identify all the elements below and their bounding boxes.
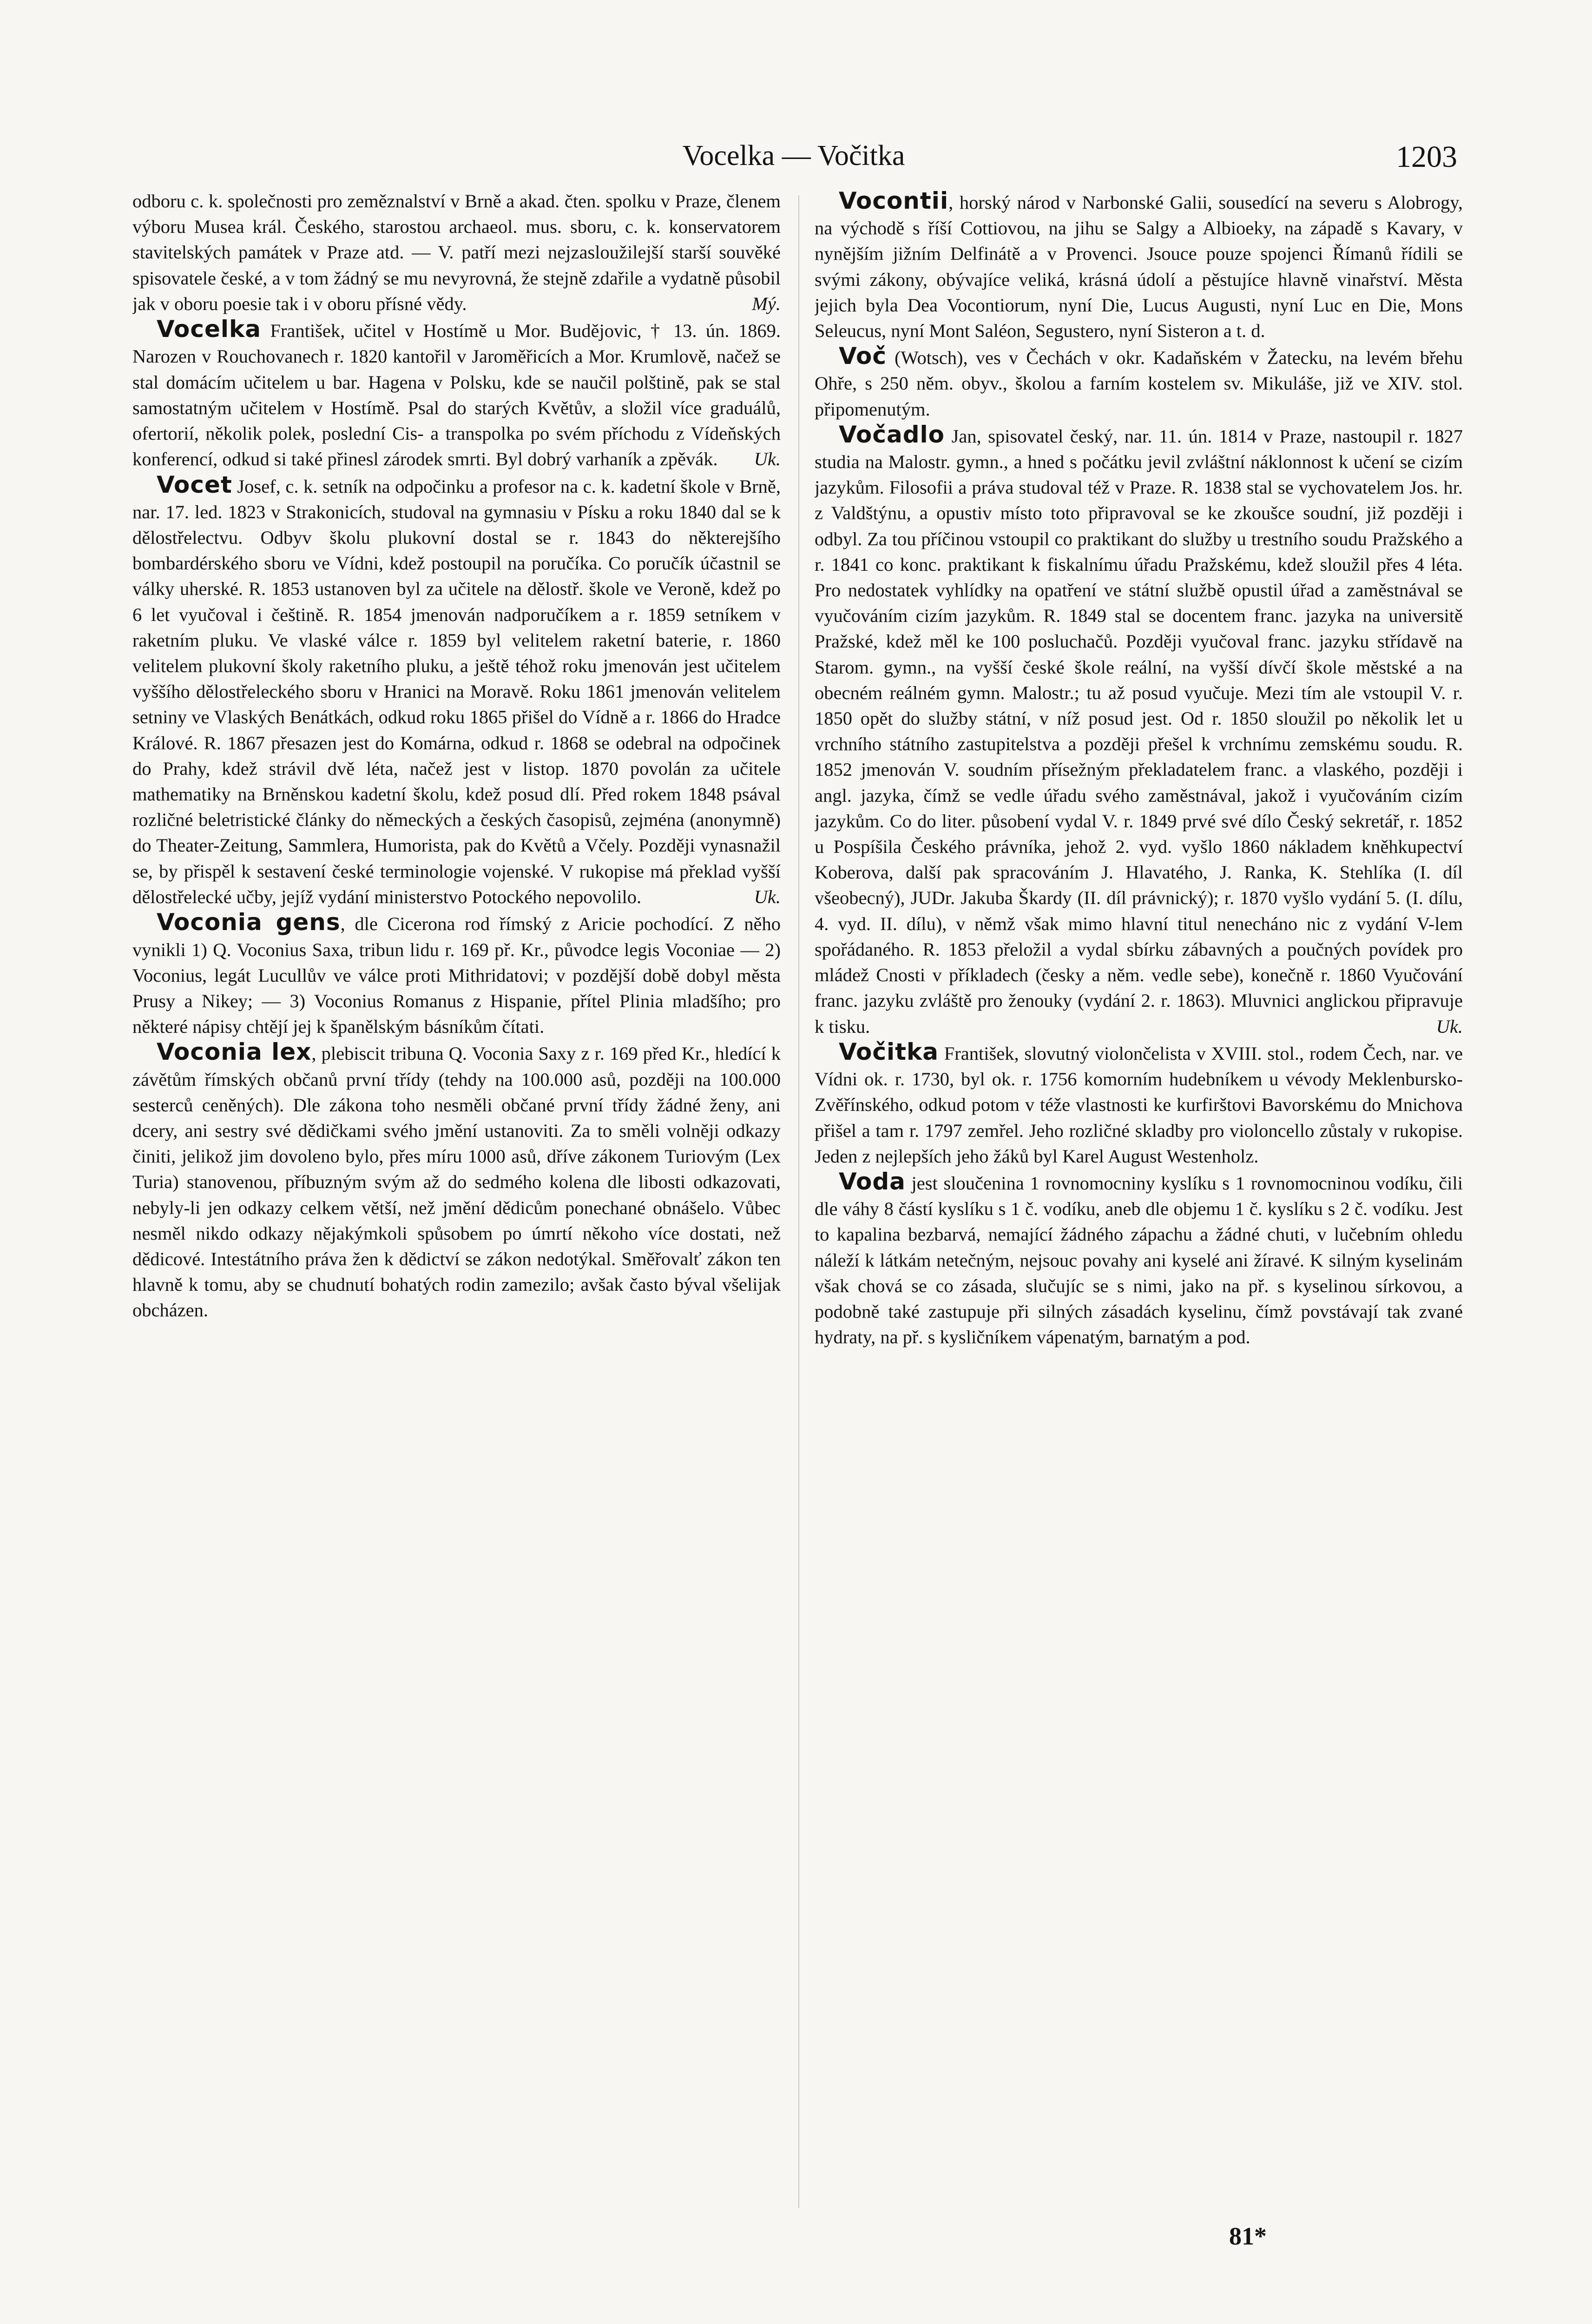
- entry-voconia-gens: [132, 910, 781, 1039]
- entry-voc: [815, 343, 1463, 422]
- entry-vocitka: [815, 1039, 1463, 1169]
- entry-text: jest sloučenina 1 rovnomocniny kyslíku s 1 rovnomocninou vodíku, čili dle váhy 8 částí kyslíku s 1 č. vodíku, aneb dle objemu 1 č. kyslíku s 2 č. vodíku. Jest to kapalina bezbarvá, nemající žádného zápachu a žádné chuti, v lučebním ohledu náleží k látkám netečným, nejsouc povahy ani kyselé ani žíravé. K silným kyselinám však chová se co zásada, slučujíc se s nimi, jako na př. s kyselinou sírkovou, a podobně také zastupuje při silných zásadách kyselinu, čímž povstávají tak zvané hydraty, na př. s kysličníkem vápenatým, barnatým a pod.: [815, 1172, 1463, 1348]
- author-signature: Uk.: [754, 886, 781, 908]
- right-column: [815, 188, 1463, 2243]
- column-divider: [798, 195, 799, 2208]
- author-signature: Mý.: [752, 293, 781, 315]
- running-title: Vocelka — Vočitka: [682, 140, 905, 172]
- headword: Voconia lex: [157, 1038, 312, 1066]
- printer-signature-mark: 81*: [1229, 2222, 1267, 2250]
- headword: Voda: [839, 1168, 906, 1195]
- entry-text: , dle Cicerona rod římský z Aricie pochodící. Z něho vynikli 1) Q. Voconius Saxa, tribun lidu r. 169 př. Kr., původce legis Voconiae — 2) Voconius, legát Lucullův ve válce proti Mithridatovi; v pozdější době dobyl města Prusy a Nikey; — 3) Voconius Romanus z Hispanie, přítel Plinia mladšího; pro některé nápisy chtějí jej k španělským básníkům čítati.: [132, 913, 781, 1037]
- entry-text: (Wotsch), ves v Čechách v okr. Kadaňském v Žatecku, na levém břehu Ohře, s 250 něm. obyv., školou a farním kostelem sv. Mikuláše, již ve XIV. stol. připomenutým.: [815, 347, 1463, 420]
- entry-vocontii: [815, 188, 1463, 343]
- headword: Voč: [839, 343, 887, 370]
- entry-vocet: [132, 472, 781, 910]
- entry-text: Jan, spisovatel český, nar. 11. ún. 1814 v Praze, nastoupil r. 1827 studia na Malostr. gymn., a hned s počátku jevil zvláštní náklonnost k učení se cizím jazykům. Filosofii a práva studoval též v Praze. R. 1838 stal se vychovatelem Jos. hr. z Valdštýnu, a opustiv místo toto připravoval se ke zkoušce soudní, již později i odbyl. Za tou příčinou vstoupil co praktikant do služby u trestního soudu Pražského a r. 1841 co konc. praktikant k fiskalnímu úřadu Pražskému, kdež sloužil přes 4 léta. Pro nedostatek vyhlídky na opatření ve státní službě opustil úřad a zaměstnával se vyučováním cizím jazykům. R. 1849 stal se docentem franc. jazyka na universitě Pražské, kdež měl ke 100 posluchačů. Později vyučoval franc. jazyku střídavě na Starom. gymn., na vyšší české škole reální, na vyšší dívčí škole městské a na obecném reálném gymn. Malostr.; tu až posud vyučuje. Mezi tím ale vstoupil V. r. 1850 opět do služby státní, v níž posud jest. Od r. 1850 sloužil po několik let u vrchního státního zastupitelstva a později přešel k vrchnímu zemskému soudu. R. 1852 jmenován V. soudním přísežným překladatelem franc. a vlaského, později i angl. jazyka, čímž se vedle úřadu svého zaměstnával, jakož i vyučováním cizím jazykům. Co do liter. působení vydal V. r. 1849 prvé své dílo Český sekretář, r. 1852 u Pospíšila Českého právníka, jehož 2. vyd. vyšlo 1860 nákladem kněhkupectví Koberova, další pak spracováním J. Hlavatého, J. Ranka, K. Stehlíka (I. díl všeobecný), JUDr. Jakuba Škardy (II. díl právnický); r. 1870 vyšlo vydání 5. (I. dílu, 4. vyd. II. dílu), v němž však mimo hlavní titul nenecháno nic z vydání V-lem spořádaného. R. 1853 přeložil a vydal sbírku zábavných a poučných povídek pro mládež Cnosti v příkladech (česky a něm. vedle sebe), konečně r. 1860 Vyučování franc. jazyku zvláště pro ženouky (vydání 2. r. 1863). Mluvnici anglickou připravuje k tisku.: [815, 425, 1463, 1037]
- entry-text: František, učitel v Hostímě u Mor. Budějovic, † 13. ún. 1869. Narozen v Rouchovanech r. 1820 kantořil v Jaroměřicích a Mor. Krumlově, načež se stal domácím učitelem u bar. Hagena v Polsku, kde se naučil polštině, pak se stal samostatným učitelem v Hostímě. Psal do starých Květův, a složil více graduálů, ofertorií, několik polek, poslední Cis- a transpolka po svém příchodu z Vídeňských konferencí, odkud si také přinesl zárodek smrti. Byl dobrý varhaník a zpěvák.: [132, 320, 781, 470]
- entry-text: odboru c. k. společnosti pro zeměznalství v Brně a akad. čten. spolku v Praze, členem výboru Musea král. Českého, starostou archaeol. mus. sboru, c. k. konservatorem stavitelských památek v Praze atd. — V. patří mezi nejzasloužilejší starší souvěké spisovatele české, a v tom žádný se mu nevyrovná, že stejně zdařile a vydatně působil jak v oboru poesie tak i v oboru přísné vědy.: [132, 191, 781, 314]
- headword: Vocelka: [157, 316, 261, 343]
- entry-text: Josef, c. k. setník na odpočinku a profesor na c. k. kadetní škole v Brně, nar. 17. led. 1823 v Strakonicích, studoval na gymnasiu v Písku a roku 1840 dal se k dělostřelectvu. Odbyv školu plukovní dostal se r. 1843 do některejšího bombardérského sboru ve Vídni, kdež postoupil na poručíka. Co poručík účastnil se války uherské. R. 1853 ustanoven byl za učitele na dělostř. škole ve Veroně, kdež po 6 let vyučoval i češtině. R. 1854 jmenován nadporučíkem a r. 1859 setníkem v raketním pluku. Ve vlaské válce r. 1859 byl velitelem raketní baterie, r. 1860 velitelem plukovní školy raketního pluku, a ještě téhož roku jmenován jest učitelem vyššího dělostřeleckého sboru v Hranici na Moravě. Roku 1861 jmenován velitelem setniny ve Vlaských Benátkách, odkud roku 1865 přišel do Vídně a r. 1866 do Hradce Králové. R. 1867 přesazen jest do Komárna, odkud r. 1868 se odebral na odpočinek do Prahy, kdež strávil dvě léta, načež jest v listop. 1870 povolán za učitele mathematiky na Brněnskou kadetní školu, kdež posud dlí. Před rokem 1848 psával rozličné beletristické články do německých a českých časopisů, zejména (anonymně) do Theater-Zeitung, Sammlera, Humorista, pak do Květů a Včely. Později vynasnažil se, by přispěl k sestavení české terminologie vojenské. V rukopise má překlad vyšší dělostřelecké učby, jejíž vydání ministerstvo Potockého nepovolilo.: [132, 475, 781, 907]
- entry-text: , plebiscit tribuna Q. Voconia Saxy z r. 169 před Kr., hledící k závětům římských občanů první třídy (tehdy na 100.000 asů, později na 100.000 sesterců ceněných). Dle zákona toho nesměli občané první třídy žádné ženy, ani dcery, ani sestry své dědičkami svého jmění ustanoviti. Za to směli volněji odkazy činiti, jelikož jim dovoleno bylo, přes míru 1000 asů, dříve zákonem Turiovým (Lex Turia) stanovenou, příbuzným svým až do sedmého kolena dle libosti odkazovati, nebyly-li jen odkazy celkem větší, než jmění dědicům ponechané obnášelo. Vůbec nesměl nikdo odkazy nějakýmkoli spůsobem po úmrtí někoho více dostati, než dědicové. Intestátního práva žen k dědictví se zákon nedotýkal. Směřovalť zákon ten hlavně k tomu, aby se chudnutí bohatých rodin zamezilo; avšak často býval všelijak obcházen.: [132, 1043, 781, 1321]
- entry-text: František, slovutný violončelista v XVIII. stol., rodem Čech, nar. ve Vídni ok. r. 1730, byl ok. r. 1756 komorním hudebníkem u vévody Meklenbursko-Zvěřínského, odkud potom v téže vlastnosti ke kurfirštovi Bavorskému do Mnichova přišel a tam r. 1797 zemřel. Jeho rozličné skladby pro violoncello zůstaly v rukopise. Jeden z nejlepších jeho žáků byl Karel August Westenholz.: [815, 1043, 1463, 1167]
- entry-voda: [815, 1169, 1463, 1350]
- author-signature: Uk.: [754, 449, 781, 470]
- entry-text: , horský národ v Narbonské Galii, sousedící na severu s Alobrogy, na východě s říší Cottiovou, na jihu se Salgy a Albioeky, na západě s Kavary, v nynějším jižním Delfinátě a v Provenci. Jsouce pouze spojenci Římanů řídili se svými zákony, obývajíce veliká, krásná údolí a pěstujíce hlavně vinařství. Města jejich byla Dea Vocontiorum, nyní Die, Lucus Augusti, nyní Luc en Die, Mons Seleucus, nyní Mont Saléon, Segustero, nyní Sisteron a t. d.: [815, 192, 1463, 342]
- headword: Vočadlo: [839, 421, 945, 448]
- entry-vocelka: [132, 317, 781, 472]
- headword: Vocontii: [839, 188, 949, 214]
- page-header: [130, 130, 1457, 181]
- author-signature: Uk.: [1436, 1016, 1463, 1037]
- entry-vocadlo: [815, 422, 1463, 1039]
- page-number: 1203: [1396, 140, 1457, 174]
- left-column: [132, 188, 781, 2243]
- headword: Voconia gens: [157, 909, 341, 936]
- entry-voconia-lex: [132, 1039, 781, 1323]
- headword: Vocet: [157, 471, 232, 498]
- headword: Vočitka: [839, 1038, 939, 1065]
